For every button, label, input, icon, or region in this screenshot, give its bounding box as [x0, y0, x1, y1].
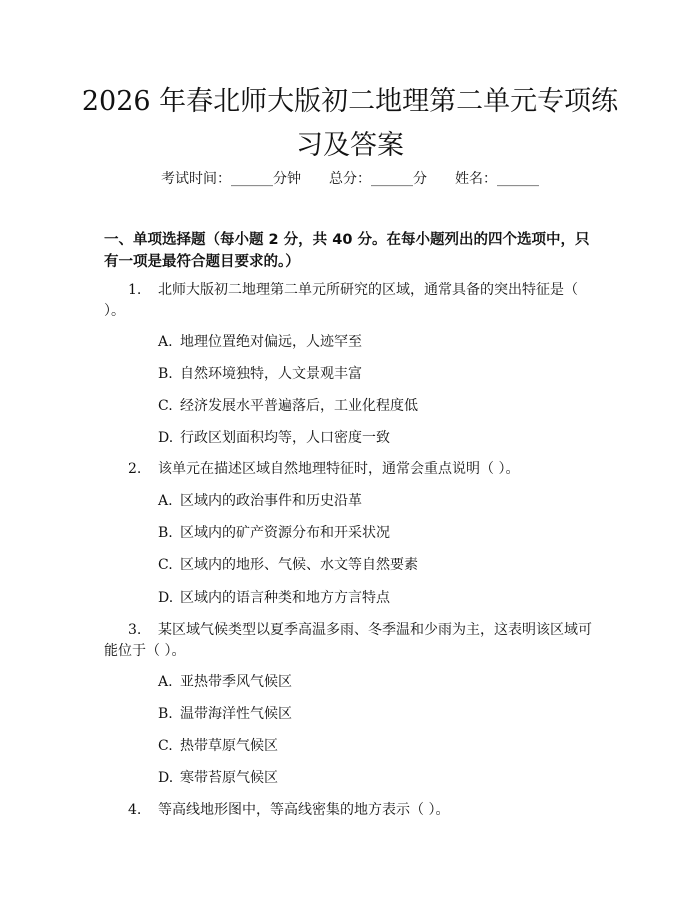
question-1: [104, 280, 600, 322]
option-3d: D. 寒带苔原气候区: [158, 770, 278, 786]
question-4: [104, 800, 600, 821]
question-number: 2.: [128, 461, 142, 477]
question-number: 4.: [128, 802, 142, 818]
option-1d: D. 行政区划面积均等，人口密度一致: [158, 430, 390, 446]
question-2: [104, 459, 600, 480]
exam-info: [0, 170, 700, 188]
option-2b: B. 区域内的矿产资源分布和开采状况: [158, 525, 390, 541]
question-text: 北师大版初二地理第二单元所研究的区域，通常具备的突出特征是（ ）。: [104, 282, 578, 319]
option-2a: A. 区域内的政治事件和历史沿革: [158, 493, 362, 509]
question-3: [104, 620, 600, 662]
question-number: 3.: [128, 622, 142, 638]
option-1a: A. 地理位置绝对偏远，人迹罕至: [158, 334, 362, 350]
option-1b: B. 自然环境独特，人文景观丰富: [158, 366, 362, 382]
section-heading: 一、单项选择题（每小题 2 分，共 40 分。在每小题列出的四个选项中，只有一项是最符合题目要求的。）: [104, 232, 590, 270]
title-line-1: 2026 年春北师大版初二地理第二单元专项练: [81, 86, 619, 117]
option-3b: B. 温带海洋性气候区: [158, 706, 292, 722]
student-name: 姓名：______: [455, 171, 539, 187]
option-1c: C. 经济发展水平普遍落后，工业化程度低: [158, 398, 418, 414]
question-text: 某区域气候类型以夏季高温多雨、冬季温和少雨为主，这表明该区域可能位于（ ）。: [104, 622, 592, 659]
exam-time: 考试时间：______分钟: [161, 171, 301, 187]
option-2c: C. 区域内的地形、气候、水文等自然要素: [158, 557, 418, 573]
option-3a: A. 亚热带季风气候区: [158, 674, 292, 690]
option-2d: D. 区域内的语言种类和地方方言特点: [158, 590, 390, 606]
option-3c: C. 热带草原气候区: [158, 738, 278, 754]
document-title: [80, 80, 620, 168]
title-line-2: 习及答案: [296, 130, 404, 161]
question-number: 1.: [128, 282, 142, 298]
total-score: 总分：______分: [329, 171, 427, 187]
question-text: 该单元在描述区域自然地理特征时，通常会重点说明（ ）。: [158, 461, 520, 477]
question-text: 等高线地形图中，等高线密集的地方表示（ ）。: [158, 802, 450, 818]
